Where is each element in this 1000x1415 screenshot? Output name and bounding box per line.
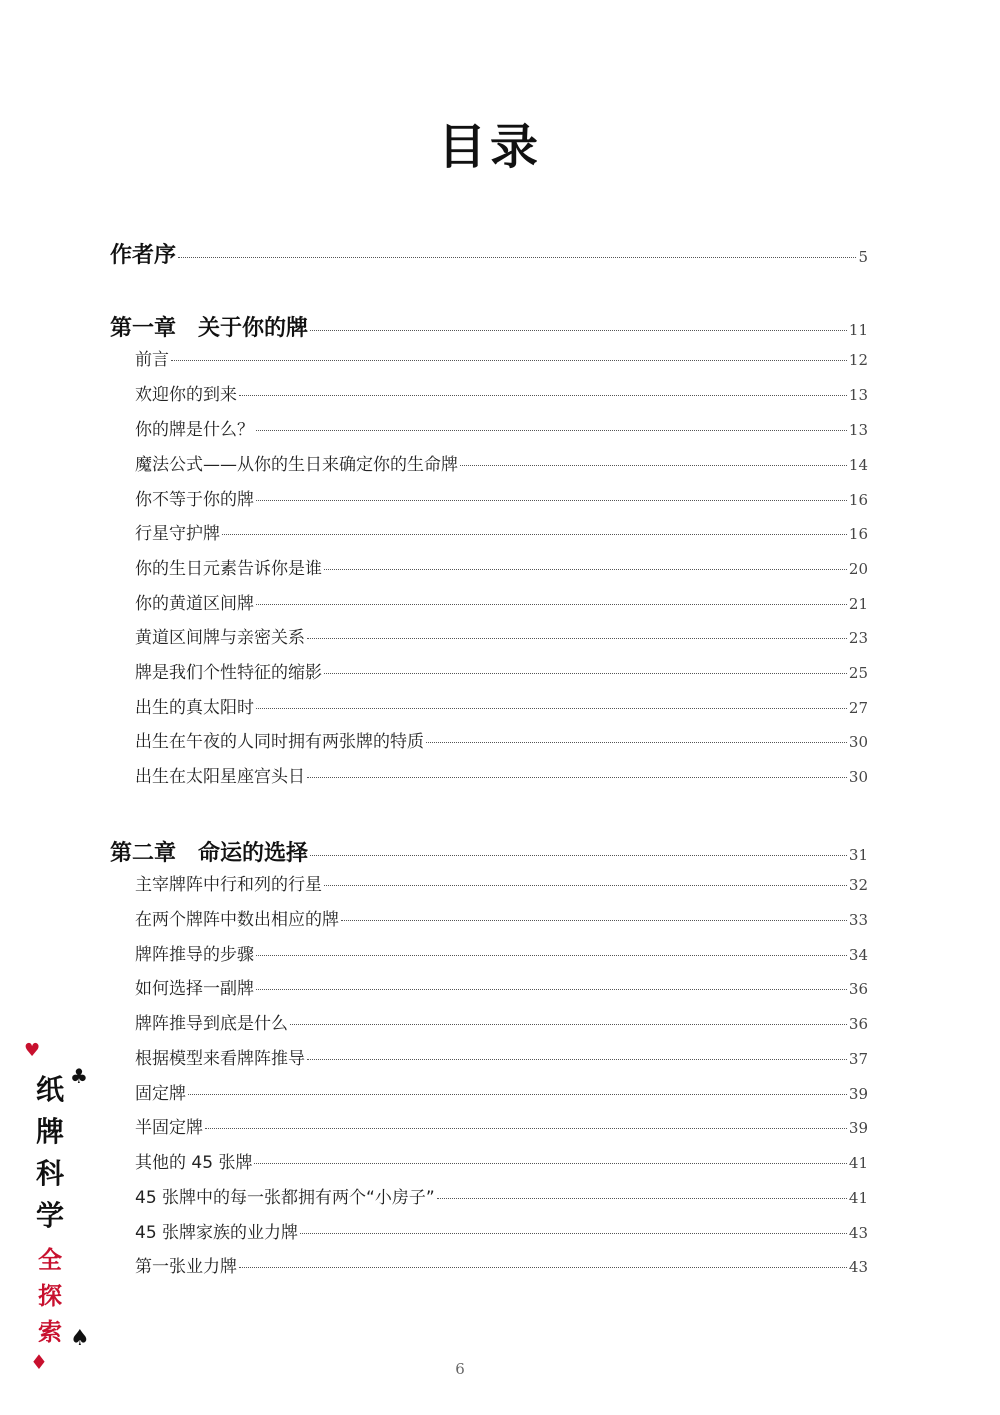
toc-entry-page: 43 — [848, 1224, 868, 1242]
dot-leader — [307, 777, 847, 778]
side-subtitle-char: 索 — [38, 1317, 62, 1346]
toc-entry[interactable] — [135, 762, 868, 787]
toc-entry-page: 41 — [848, 1154, 868, 1172]
toc-entry-page: 36 — [848, 1015, 868, 1033]
side-subtitle-char: 探 — [38, 1281, 62, 1310]
toc-entry[interactable] — [135, 485, 868, 510]
dot-leader — [256, 708, 847, 709]
dot-leader — [324, 569, 847, 570]
toc-entry-label: 行星守护牌 — [135, 524, 220, 544]
toc-entry-label: 固定牌 — [135, 1084, 186, 1104]
dot-leader — [324, 673, 847, 674]
book-side-logo — [24, 1040, 98, 1380]
dot-leader — [310, 855, 847, 856]
toc-entry[interactable] — [135, 1113, 868, 1138]
toc-entry-page: 11 — [848, 321, 868, 339]
dot-leader — [324, 885, 847, 886]
toc-entry-page: 20 — [848, 560, 868, 578]
toc-entry[interactable] — [135, 905, 868, 930]
toc-entry[interactable] — [135, 727, 868, 752]
toc-entry-label: 主宰牌阵中行和列的行星 — [135, 875, 322, 895]
toc-entry[interactable] — [135, 1183, 868, 1208]
page-title: 目录 — [437, 119, 542, 175]
dot-leader — [426, 742, 847, 743]
toc-entry[interactable] — [135, 940, 868, 965]
dot-leader — [188, 1094, 847, 1095]
dot-leader — [239, 395, 847, 396]
side-title-char: 科 — [36, 1157, 65, 1190]
toc-entry-label: 牌是我们个性特征的缩影 — [135, 663, 322, 683]
toc-entry-label: 其他的 45 张牌 — [135, 1153, 253, 1173]
dot-leader — [256, 989, 847, 990]
toc-entry-page: 25 — [848, 664, 868, 682]
side-subtitle-char: 全 — [38, 1245, 62, 1274]
dot-leader — [256, 430, 847, 431]
toc-entry-label: 你的生日元素告诉你是谁 — [135, 559, 322, 579]
toc-entry-page: 37 — [848, 1050, 868, 1068]
toc-entry-label: 出生在午夜的人同时拥有两张牌的特质 — [135, 732, 424, 752]
toc-entry[interactable] — [135, 554, 868, 579]
side-title-char: 学 — [36, 1199, 65, 1232]
toc-entry-page: 32 — [848, 876, 868, 894]
toc-entry-label: 牌阵推导的步骤 — [135, 945, 254, 965]
toc-entry-page: 36 — [848, 980, 868, 998]
dot-leader — [290, 1024, 847, 1025]
toc-entry-page: 16 — [848, 491, 868, 509]
toc-chapter-entry[interactable] — [110, 238, 868, 269]
toc-entry-label: 第一张业力牌 — [135, 1257, 237, 1277]
toc-entry[interactable] — [135, 450, 868, 475]
diamond-icon: ♦ — [30, 1350, 48, 1374]
toc-chapter-entry[interactable] — [110, 836, 868, 867]
side-title-char: 牌 — [36, 1115, 65, 1148]
toc-entry-label: 前言 — [135, 350, 169, 370]
toc-entry-label: 出生的真太阳时 — [135, 698, 254, 718]
dot-leader — [222, 534, 847, 535]
side-title-char: 纸 — [36, 1073, 65, 1106]
toc-entry-page: 14 — [848, 456, 868, 474]
spade-icon: ♠ — [70, 1326, 90, 1351]
toc-entry[interactable] — [135, 1009, 868, 1034]
toc-entry-label: 根据模型来看牌阵推导 — [135, 1049, 305, 1069]
toc-entry[interactable] — [135, 345, 868, 370]
toc-entry-label: 在两个牌阵中数出相应的牌 — [135, 910, 339, 930]
toc-entry[interactable] — [135, 658, 868, 683]
toc-entry[interactable] — [135, 623, 868, 648]
toc-entry[interactable] — [135, 380, 868, 405]
toc-entry[interactable] — [135, 589, 868, 614]
toc-entry[interactable] — [135, 1148, 868, 1173]
toc-entry-label: 第一章 关于你的牌 — [110, 315, 309, 341]
toc-entry-page: 16 — [848, 525, 868, 543]
toc-entry-label: 牌阵推导到底是什么 — [135, 1014, 288, 1034]
toc-entry-page: 43 — [848, 1258, 868, 1276]
toc-entry-page: 12 — [848, 351, 868, 369]
toc-entry-label: 作者序 — [110, 242, 177, 268]
toc-entry-label: 半固定牌 — [135, 1118, 203, 1138]
toc-chapter-entry[interactable] — [110, 311, 868, 342]
toc-entry[interactable] — [135, 693, 868, 718]
toc-entry-page: 30 — [848, 768, 868, 786]
toc-entry-page: 23 — [848, 629, 868, 647]
toc-entry-page: 30 — [848, 733, 868, 751]
toc-entry[interactable] — [135, 1252, 868, 1277]
toc-entry-page: 21 — [848, 595, 868, 613]
toc-entry[interactable] — [135, 415, 868, 440]
toc-entry-label: 45 张牌中的每一张都拥有两个“小房子” — [135, 1188, 435, 1208]
toc-entry-page: 27 — [848, 699, 868, 717]
toc-entry-page: 39 — [848, 1085, 868, 1103]
toc-entry-label: 如何选择一副牌 — [135, 979, 254, 999]
toc-entry-page: 41 — [848, 1189, 868, 1207]
club-icon: ♣ — [70, 1064, 88, 1088]
toc-entry-label: 黄道区间牌与亲密关系 — [135, 628, 305, 648]
toc-entry-label: 出生在太阳星座宫头日 — [135, 767, 305, 787]
toc-entry-page: 31 — [848, 846, 868, 864]
dot-leader — [300, 1233, 847, 1234]
dot-leader — [256, 955, 847, 956]
toc-entry-page: 13 — [848, 386, 868, 404]
dot-leader — [307, 638, 847, 639]
toc-entry[interactable] — [135, 1044, 868, 1069]
dot-leader — [256, 500, 847, 501]
dot-leader — [205, 1128, 847, 1129]
toc-entry[interactable] — [135, 974, 868, 999]
toc-entry[interactable] — [135, 519, 868, 544]
dot-leader — [307, 1059, 847, 1060]
toc-entry[interactable] — [135, 1079, 868, 1104]
toc-entry-label: 你的黄道区间牌 — [135, 594, 254, 614]
toc-entry-page: 33 — [848, 911, 868, 929]
toc-entry-label: 45 张牌家族的业力牌 — [135, 1223, 299, 1243]
toc-entry-page: 13 — [848, 421, 868, 439]
dot-leader — [239, 1267, 847, 1268]
toc-entry[interactable] — [135, 870, 868, 895]
toc-entry-page: 39 — [848, 1119, 868, 1137]
dot-leader — [310, 330, 847, 331]
toc-entry-label: 第二章 命运的选择 — [110, 840, 309, 866]
page-number: 6 — [455, 1360, 465, 1378]
dot-leader — [254, 1163, 846, 1164]
toc-entry-label: 你不等于你的牌 — [135, 490, 254, 510]
toc-entry-label: 魔法公式——从你的生日来确定你的生命牌 — [135, 455, 458, 475]
dot-leader — [437, 1198, 847, 1199]
toc-entry[interactable] — [135, 1218, 868, 1243]
toc-entry-label: 你的牌是什么？ — [135, 420, 254, 440]
dot-leader — [178, 257, 856, 258]
dot-leader — [460, 465, 847, 466]
toc-entry-page: 5 — [858, 248, 868, 266]
toc-entry-label: 欢迎你的到来 — [135, 385, 237, 405]
heart-icon: ♥ — [24, 1040, 41, 1061]
toc-entry-page: 34 — [848, 946, 868, 964]
dot-leader — [171, 360, 847, 361]
dot-leader — [256, 604, 847, 605]
dot-leader — [341, 920, 847, 921]
